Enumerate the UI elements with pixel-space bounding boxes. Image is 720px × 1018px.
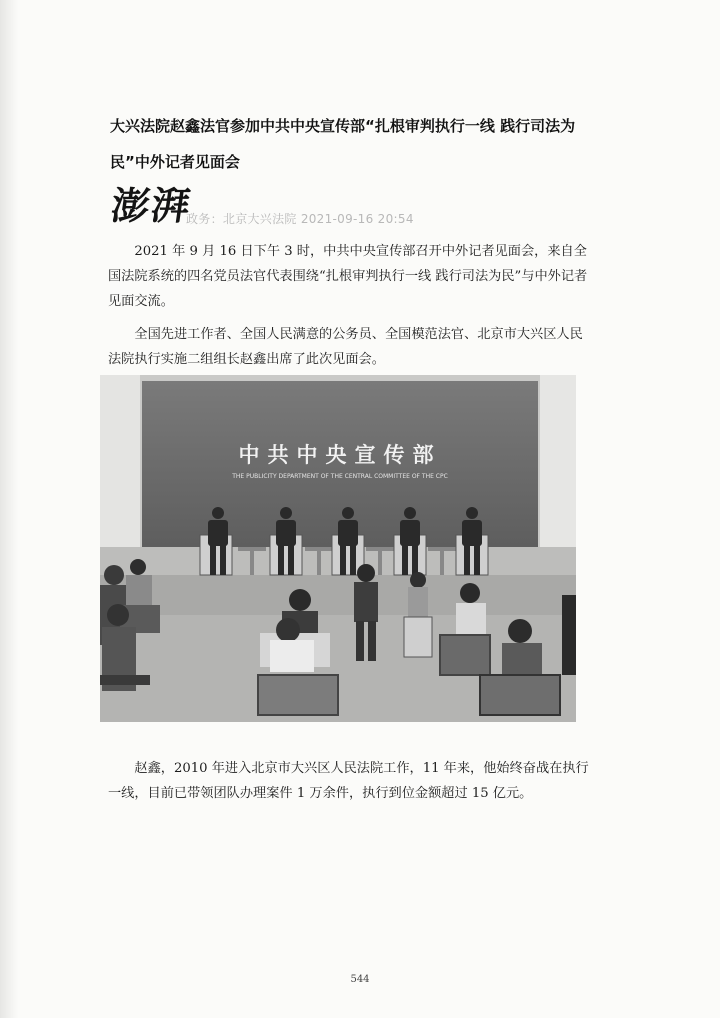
scan-edge-shadow [0, 0, 18, 1018]
backdrop-title: 中共中央宣传部 [238, 443, 442, 467]
backdrop-subtitle: THE PUBLICITY DEPARTMENT OF THE CENTRAL COMMITTEE OF THE CPC [232, 473, 448, 480]
paragraph-2: 全国先进工作者、全国人民满意的公务员、全国模范法官、北京市大兴区人民法院执行实施二组组长赵鑫出席了此次见面会。 [108, 327, 583, 367]
thepaper-logo: 澎湃 [108, 183, 195, 228]
page-number: 544 [350, 974, 370, 985]
article-headline: 大兴法院赵鑫法官参加中共中央宣传部“扎根审判执行一线 践行司法为民”中外记者见面会 [110, 117, 576, 171]
source-line: 政务：北京大兴法院 2021-09-16 20:54 [186, 212, 414, 226]
photo-illustration [100, 375, 576, 722]
paragraph-3: 赵鑫，2010 年进入北京市大兴区人民法院工作，11 年来，他始终奋战在执行一线，目前已带领团队办理案件 1 万余件，执行到位金额超过 15 亿元。 [108, 761, 589, 801]
press-conference-photo [100, 375, 576, 722]
paragraph-1: 2021 年 9 月 16 日下午 3 时，中共中央宣传部召开中外记者见面会，来自全国法院系统的四名党员法官代表围绕“扎根审判执行一线 践行司法为民”与中外记者见面交流。 [108, 244, 588, 309]
